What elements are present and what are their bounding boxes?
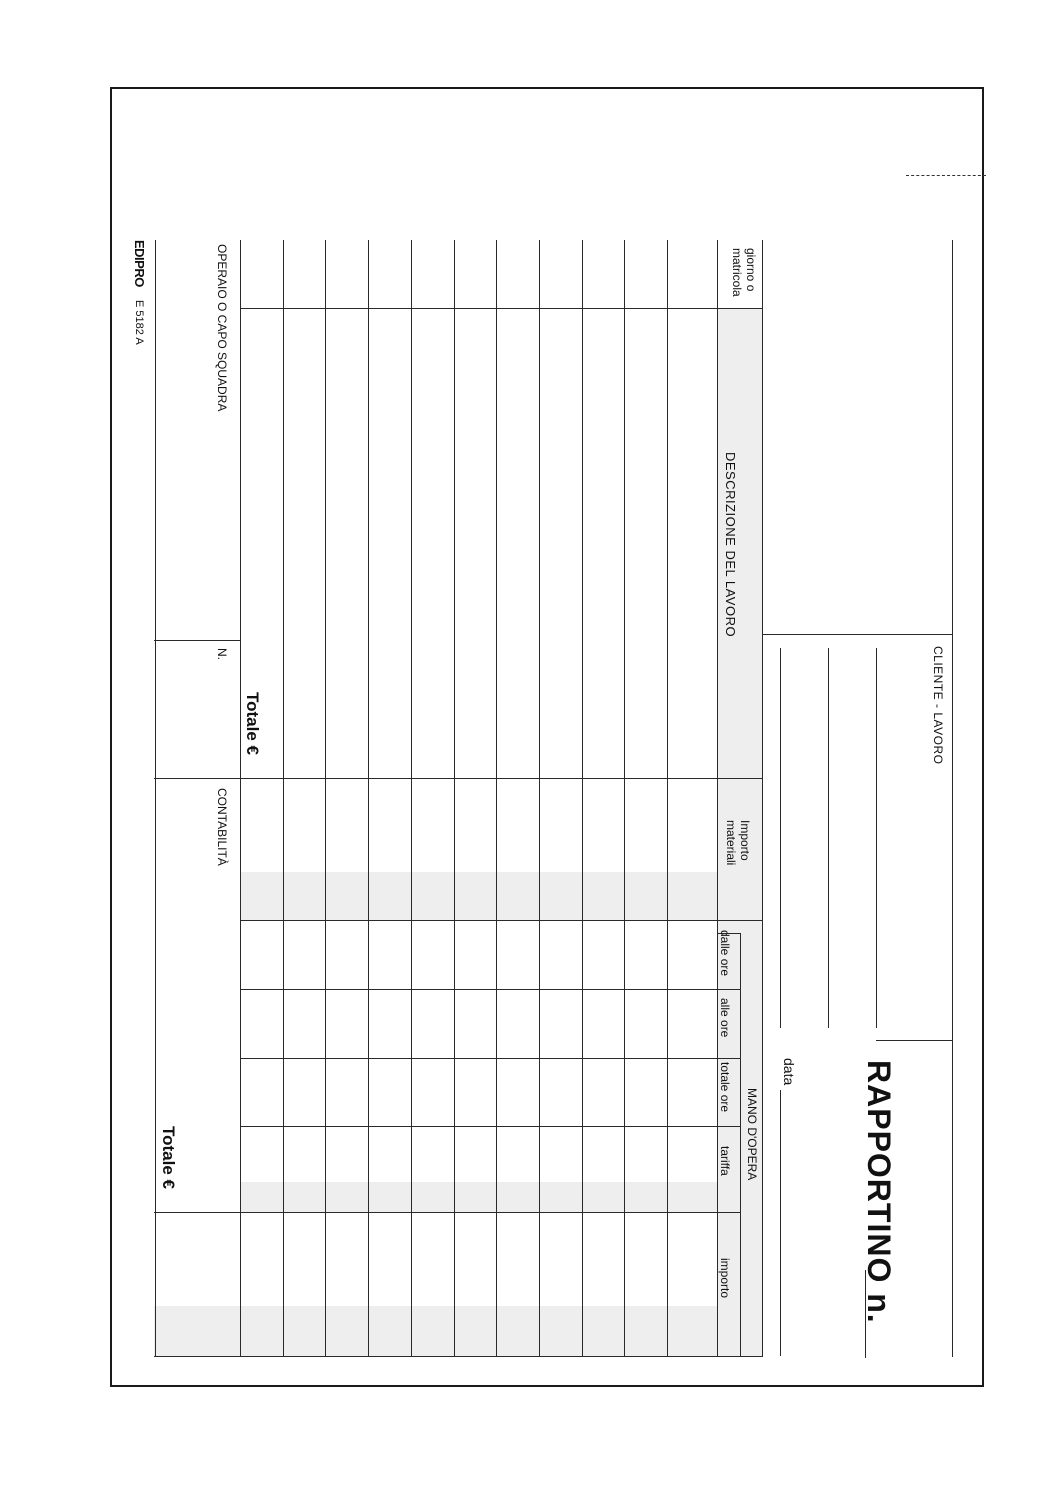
total-materials-label: Totale €: [243, 692, 262, 755]
grid-line: [283, 240, 284, 1357]
col-day-label: giorno o matricola: [730, 248, 758, 297]
worker-field[interactable]: [154, 400, 230, 636]
grid-line: [240, 1058, 740, 1059]
grid-line: [454, 240, 455, 1357]
grid-line: [368, 240, 369, 1357]
grid-line: [952, 240, 953, 1357]
grid-line: [496, 240, 497, 1357]
number-field[interactable]: [154, 670, 230, 774]
form-title: RAPPORTINO n.: [861, 1060, 897, 1324]
grid-line: [717, 240, 718, 1357]
grid-line: [740, 920, 741, 921]
col-to-label: alle ore: [718, 998, 732, 1038]
grid-line: [240, 1126, 740, 1127]
grid-line: [154, 1212, 740, 1213]
grid-line: [154, 1356, 762, 1357]
worker-label: OPERAIO O CAPO SQUADRA: [215, 244, 229, 412]
client-work-field[interactable]: [780, 640, 950, 1036]
grid-line: [154, 640, 240, 641]
number-label: N.: [215, 648, 229, 660]
grid-line: [667, 240, 668, 1357]
total-accounting-label: Totale €: [159, 1126, 178, 1189]
grid-line: [624, 240, 625, 1357]
date-label: data: [781, 1058, 797, 1086]
grid-line: [240, 920, 762, 921]
col-rate-label: tariffa: [718, 1146, 732, 1176]
grid-line: [762, 634, 952, 635]
grid-line: [582, 240, 583, 1357]
brand-logo: EDIPRO: [132, 240, 147, 287]
grid-line: [240, 240, 241, 1357]
col-from-label: dalle ore: [718, 930, 732, 977]
date-field[interactable]: [776, 1090, 790, 1356]
client-label: CLIENTE - LAVORO: [931, 646, 945, 765]
cut-line: [906, 175, 986, 176]
grid-line: [240, 308, 762, 309]
grid-line: [539, 240, 540, 1357]
amounts-band: [154, 1306, 717, 1356]
col-labour-label: MANO D'OPERA: [745, 1088, 759, 1181]
form-code: E 5182 A: [133, 300, 145, 345]
accounting-label: CONTABILITÀ: [215, 788, 229, 866]
grid-line: [411, 240, 412, 1357]
grid-line: [876, 1040, 952, 1041]
grid-line: [762, 240, 763, 1357]
grid-line: [240, 989, 740, 990]
col-materials-label: Importo materiali: [724, 820, 752, 866]
col-total-hours-label: totale ore: [718, 1062, 732, 1113]
report-number-field[interactable]: [862, 1270, 876, 1358]
grid-line: [154, 778, 762, 779]
col-description-label: DESCRIZIONE DEL LAVORO: [723, 452, 738, 638]
grid-line: [740, 933, 741, 1356]
amounts-band: [240, 872, 717, 920]
grid-line: [325, 240, 326, 1357]
amounts-band: [240, 1182, 717, 1212]
accounting-field[interactable]: [154, 850, 230, 1210]
col-amount-label: importo: [718, 1258, 732, 1299]
